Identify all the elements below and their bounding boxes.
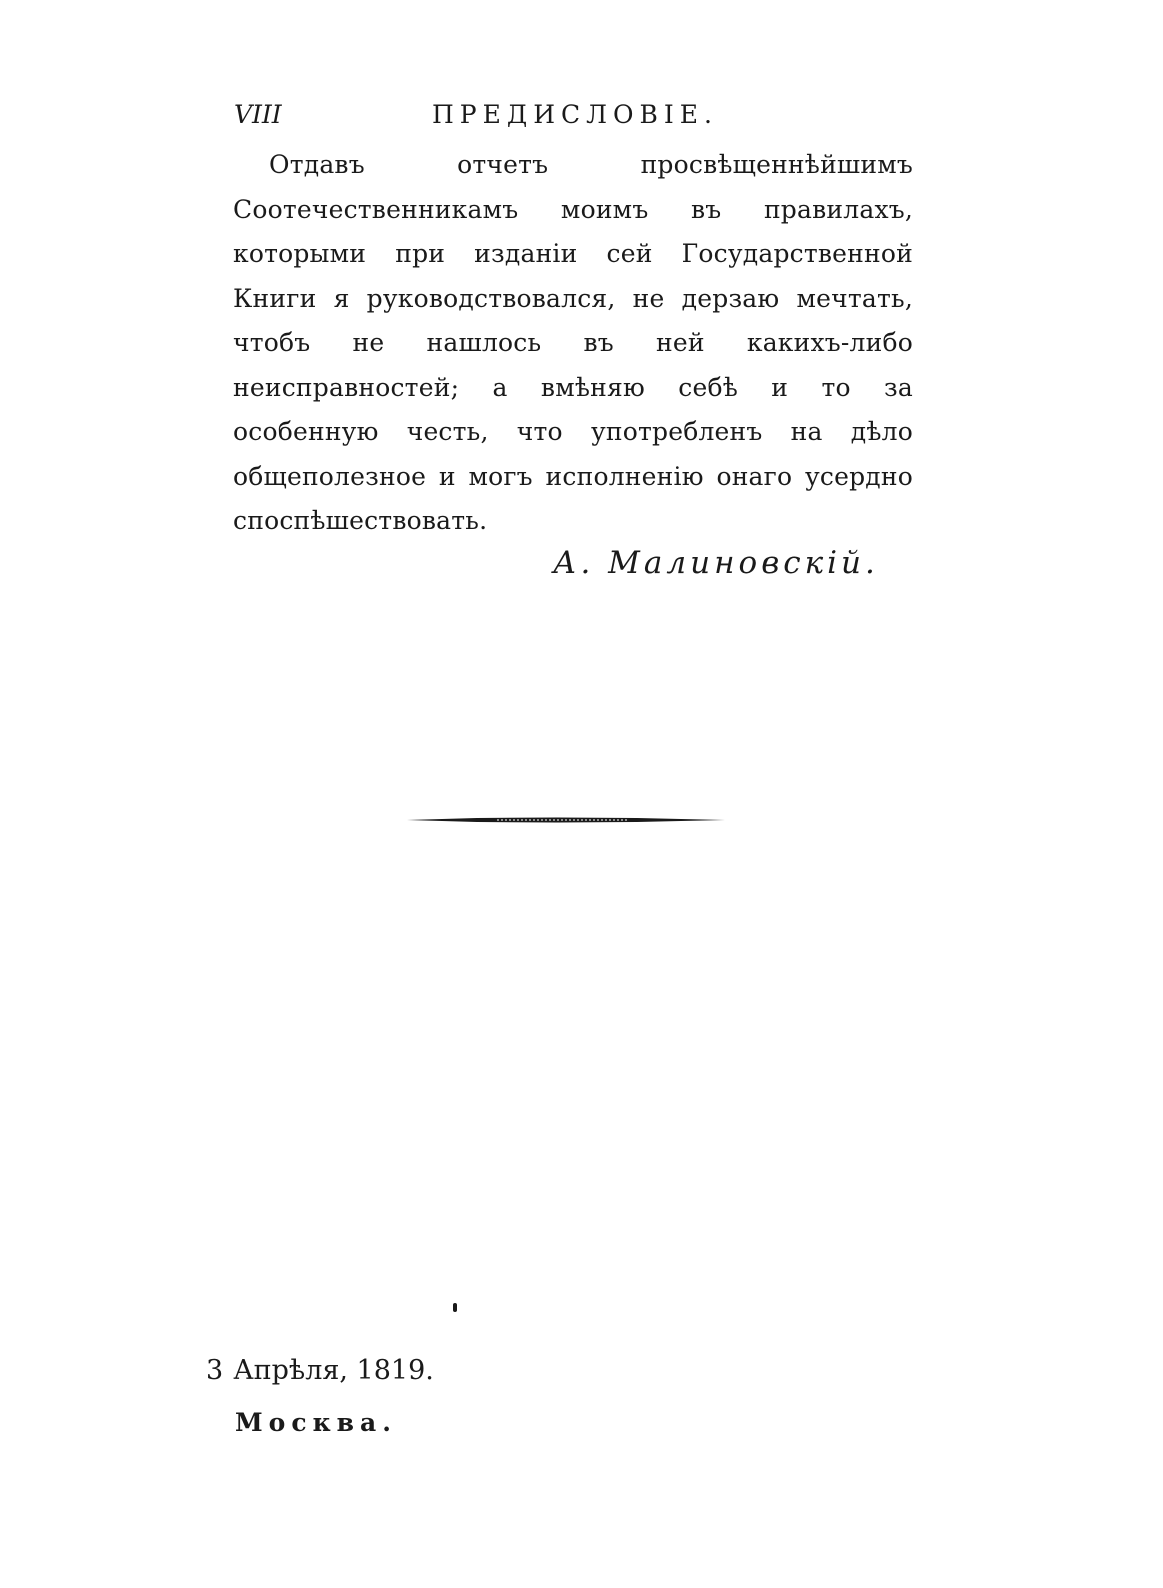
place-name: Москва. [235,1408,397,1437]
dateline [206,1355,434,1386]
stray-mark [453,1303,457,1312]
author-signature: А. Малиновскій. [553,545,879,581]
running-title: ПРЕДИСЛОВІЕ. [432,100,718,129]
preface-paragraph: Отдавъ отчетъ просвѣщеннѣйшимъ Соотечественникамъ моимъ въ правилахъ, которыми при изданіи сей Государственной Книги я руководствовался, не дерзаю мечтать, чтобъ не нашлось въ ней какихъ-либо неисправностей; а вмѣняю себѣ и то за особенную честь, что употребленъ на дѣло общеполезное и могъ исполненію онаго усердно споспѣшествовать. [233,150,913,535]
date-month-year: Апрѣля, 1819. [233,1355,434,1386]
ornamental-rule [407,815,725,825]
ornamental-rule-line [407,815,725,825]
date-day: 3 [206,1355,224,1386]
page-number: VIII [234,100,282,129]
